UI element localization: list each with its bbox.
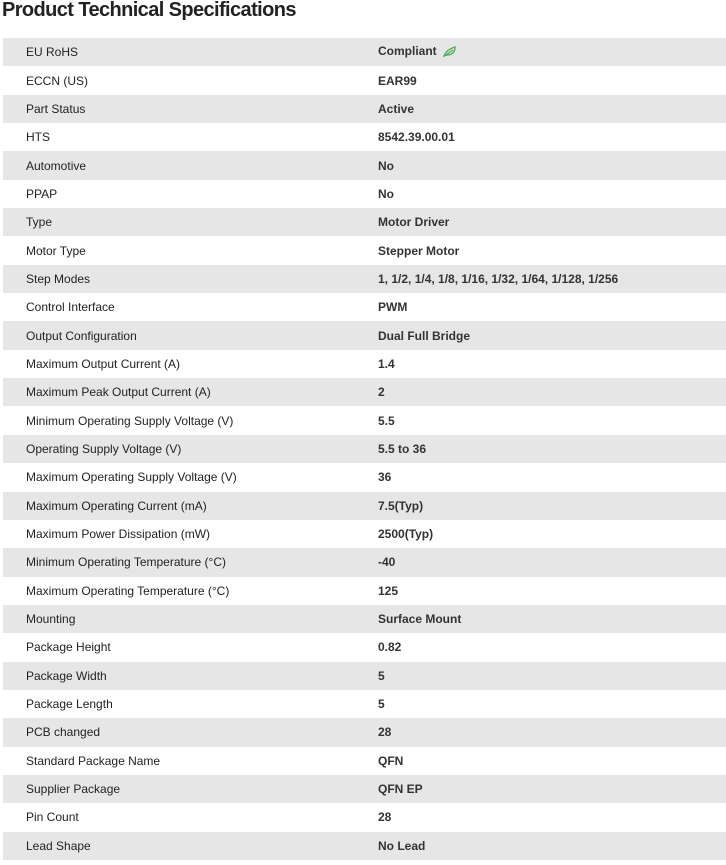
spec-value: 28 [378, 810, 392, 825]
spec-value: Dual Full Bridge [378, 321, 726, 349]
spec-row-automotive [3, 151, 726, 179]
spec-label: Maximum Operating Current (mA) [3, 492, 378, 520]
spec-value: 28 [378, 718, 726, 746]
spec-value: 5.5 to 36 [378, 435, 726, 463]
spec-row-motor-type [3, 236, 726, 264]
spec-label: Maximum Peak Output Current (A) [3, 378, 378, 406]
spec-value: 1.4 [378, 356, 395, 371]
spec-row-max-peak-output-current [3, 378, 726, 406]
spec-row-standard-package-name [3, 747, 726, 775]
spec-value: QFN EP [378, 775, 726, 803]
spec-label: Maximum Operating Temperature (°C) [26, 583, 230, 598]
spec-label: Maximum Operating Supply Voltage (V) [26, 470, 237, 485]
spec-value: 5 [378, 662, 726, 690]
spec-row-ppap [3, 180, 726, 208]
spec-row-step-modes [3, 265, 726, 293]
spec-label: Lead Shape [3, 832, 378, 860]
spec-row-max-output-current [3, 350, 726, 378]
spec-row-type [3, 208, 726, 236]
spec-label: Motor Type [26, 243, 86, 258]
spec-value: Motor Driver [378, 208, 726, 236]
spec-label: Maximum Power Dissipation (mW) [26, 527, 211, 542]
spec-row-pin-count [3, 803, 726, 831]
spec-value: No [378, 151, 726, 179]
spec-row-max-operating-current [3, 492, 726, 520]
spec-value: 125 [378, 583, 399, 598]
spec-row-output-configuration [3, 321, 726, 349]
spec-label: Minimum Operating Temperature (°C) [3, 548, 378, 576]
spec-label: Package Height [26, 640, 111, 655]
spec-value: 36 [378, 470, 392, 485]
spec-label: Package Length [26, 697, 113, 712]
spec-label: Supplier Package [3, 775, 378, 803]
spec-value: Active [378, 95, 726, 123]
spec-row-control-interface [3, 293, 726, 321]
spec-value: 0.82 [378, 640, 402, 655]
spec-row-pcb-changed [3, 718, 726, 746]
spec-label: PCB changed [3, 718, 378, 746]
spec-row-min-operating-supply-voltage [3, 406, 726, 434]
spec-value: 1, 1/2, 1/4, 1/8, 1/16, 1/32, 1/64, 1/128, 1/256 [378, 265, 726, 293]
spec-row-max-power-dissipation [3, 520, 726, 548]
spec-value-cell [378, 38, 726, 66]
spec-label: Pin Count [26, 810, 79, 825]
spec-row-max-operating-temperature [3, 577, 726, 605]
spec-row-supplier-package [3, 775, 726, 803]
spec-value: Surface Mount [378, 605, 726, 633]
spec-row-package-length [3, 690, 726, 718]
spec-value: -40 [378, 548, 726, 576]
spec-table [3, 38, 726, 860]
spec-label: ECCN (US) [26, 73, 88, 88]
spec-value: Compliant [378, 44, 437, 59]
spec-value: QFN [378, 753, 404, 768]
spec-value: No [378, 186, 394, 201]
spec-label: Automotive [3, 151, 378, 179]
spec-row-min-operating-temperature [3, 548, 726, 576]
spec-label: Maximum Output Current (A) [26, 356, 181, 371]
spec-row-lead-shape [3, 832, 726, 860]
spec-label: Mounting [3, 605, 378, 633]
spec-label: Step Modes [3, 265, 378, 293]
spec-value: EAR99 [378, 73, 417, 88]
spec-row-package-height [3, 633, 726, 661]
page-title: Product Technical Specifications [2, 0, 296, 21]
spec-value: 8542.39.00.01 [378, 130, 455, 145]
spec-label: Control Interface [26, 300, 115, 315]
spec-value: 5 [378, 697, 385, 712]
spec-label: HTS [26, 130, 50, 145]
spec-row-mounting [3, 605, 726, 633]
spec-label: Type [3, 208, 378, 236]
spec-value: Stepper Motor [378, 243, 460, 258]
spec-value: 2500(Typ) [378, 527, 434, 542]
spec-row-hts [3, 123, 726, 151]
spec-label: Part Status [3, 95, 378, 123]
spec-value: 2 [378, 378, 726, 406]
spec-value: No Lead [378, 832, 726, 860]
spec-value: 7.5(Typ) [378, 492, 726, 520]
spec-row-max-operating-supply-voltage [3, 463, 726, 491]
spec-row-operating-supply-voltage [3, 435, 726, 463]
spec-row-part-status [3, 95, 726, 123]
spec-label: Operating Supply Voltage (V) [3, 435, 378, 463]
spec-row-eccn [3, 66, 726, 94]
spec-label: Package Width [3, 662, 378, 690]
spec-row-package-width [3, 662, 726, 690]
spec-value: PWM [378, 300, 408, 315]
leaf-icon [443, 45, 457, 60]
spec-value: 5.5 [378, 413, 395, 428]
spec-row-eu-rohs [3, 38, 726, 66]
spec-label: EU RoHS [3, 38, 378, 66]
spec-label: PPAP [26, 186, 58, 201]
spec-label: Standard Package Name [26, 753, 161, 768]
spec-label: Output Configuration [3, 321, 378, 349]
spec-label: Minimum Operating Supply Voltage (V) [26, 413, 234, 428]
